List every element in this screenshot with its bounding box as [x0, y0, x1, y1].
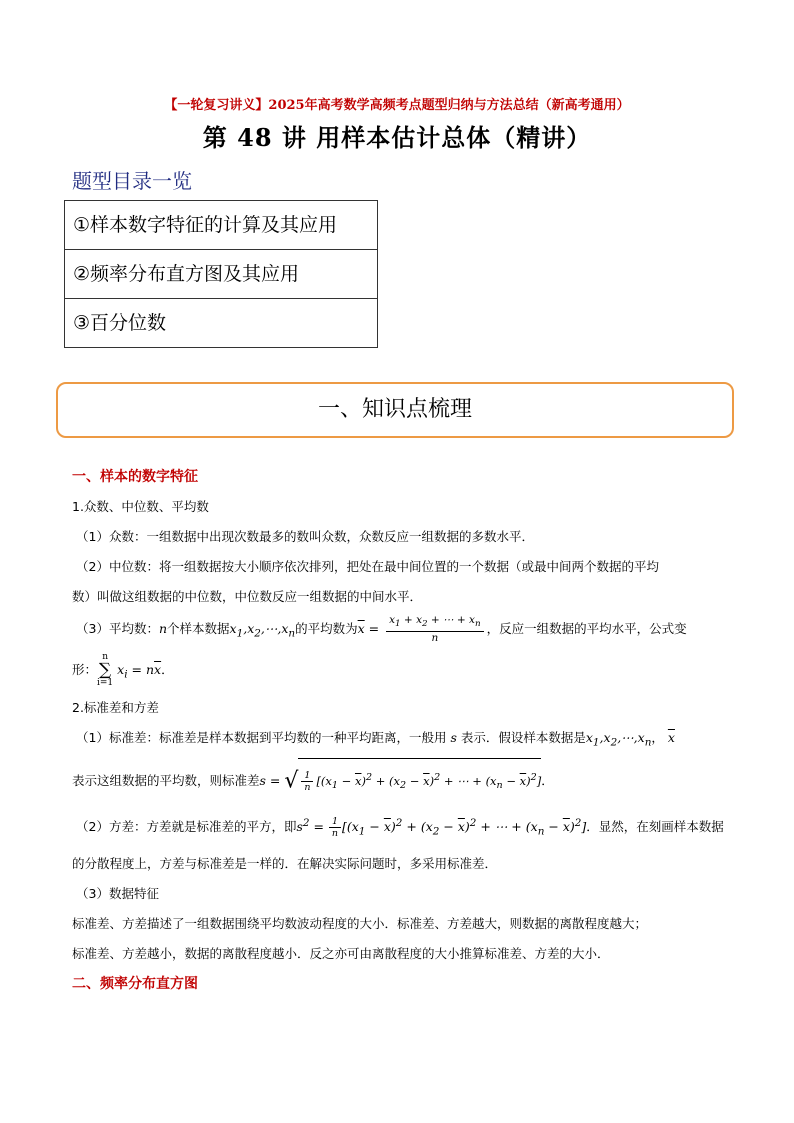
median-definition-line2: 数）叫做这组数据的中位数，中位数反应一组数据的中间水平． — [72, 589, 423, 604]
section-heading-2: 二、频率分布直方图 — [72, 976, 198, 993]
data-feature-line2: 标准差、方差越小，数据的离散程度越小．反之亦可由离散程度的大小推算标准差、方差的大小． — [72, 946, 610, 962]
variance-definition: （2）方差：方差就是标准差的平方，即$s^2$ = $\frac{1}{n}$ [$(x_1 - \overline{x})^2 + (x_2 - \overline{x})^2$ + ⋯ + $(x_n - \overline{x})^2$]．显然，在刻画样本数据 — [76, 815, 724, 839]
content-body — [72, 462, 732, 999]
median-definition-line1: （2）中位数：将一组数据按大小顺序依次排列，把处在最中间位置的一个数据（或最中间两个数据的平均 — [76, 559, 659, 574]
subheading-2: 2.标准差和方差 — [72, 700, 159, 715]
subheading-1: 1.众数、中位数、平均数 — [72, 499, 209, 514]
section-heading-1: 一、样本的数字特征 — [72, 469, 198, 485]
sample-list-formula: $x_1,x_2,\cdots,x_n$ — [229, 621, 296, 640]
section-banner: 一、知识点梳理 — [56, 382, 734, 438]
sd-formula: √ $\frac{1}{n}$ [$(x_1 - \overline{x})^2 + (x_2 - \overline{x})^2$ + ⋯ + $(x_n - \overline{x})^2$] — [284, 758, 541, 805]
toc-heading: 题型目录一览 — [72, 169, 192, 193]
mean-formula: $\overline{x}$ = — [357, 621, 384, 636]
variance-note: 的分散程度上，方差与标准差是一样的．在解决实际问题时，多采用标准差． — [72, 856, 498, 872]
toc-table — [64, 200, 378, 348]
data-feature-heading: （3）数据特征 — [76, 886, 159, 902]
mean-identity: 形：n ∑ i=1 $x_i = n\overline{x}$． — [72, 651, 174, 688]
page-title: 第 48 讲 用样本估计总体（精讲） — [202, 123, 592, 152]
toc-item-3: ③百分位数 — [65, 299, 378, 348]
mean-definition: （3）平均数：n个样本数据$x_1,x_2,\cdots,x_n$的平均数为$\overline{x}$ = $\frac{x_1 + x_2 + \cdots + x_n}{n}$ ，反应一组数据的平均水平，公式变 — [76, 613, 687, 645]
mode-definition: （1）众数：一组数据中出现次数最多的数叫众数，众数反应一组数据的多数水平． — [76, 529, 534, 544]
sd-definition-line1: （1）标准差：标准差是样本数据到平均数的一种平均距离，一般用 s 表示．假设样本数据是$x_1,x_2,\cdots,x_n$， $\overline{x}$ — [76, 730, 675, 749]
variance-formula: $s^2$ = $\frac{1}{n}$ [$(x_1 - \overline{x})^2 + (x_2 - \overline{x})^2$ + ⋯ + $(x_n - \overline{x})^2$] — [296, 815, 587, 839]
data-feature-line1: 标准差、方差描述了一组数据围绕平均数波动程度的大小．标准差、方差越大，则数据的离散程度越大； — [72, 916, 648, 932]
toc-item-2: ②频率分布直方图及其应用 — [65, 250, 378, 299]
sd-definition-line2: 表示这组数据的平均数，则标准差s = √ $\frac{1}{n}$ [$(x_1 - \overline{x})^2 + (x_2 - \overline{x})^2$ + ⋯ + $(x_n - \overline{x})^2$]． — [72, 758, 732, 805]
series-title: 【一轮复习讲义】2025年高考数学高频考点题型归纳与方法总结（新高考通用） — [164, 98, 630, 113]
toc-item-1: ①样本数字特征的计算及其应用 — [65, 201, 378, 250]
